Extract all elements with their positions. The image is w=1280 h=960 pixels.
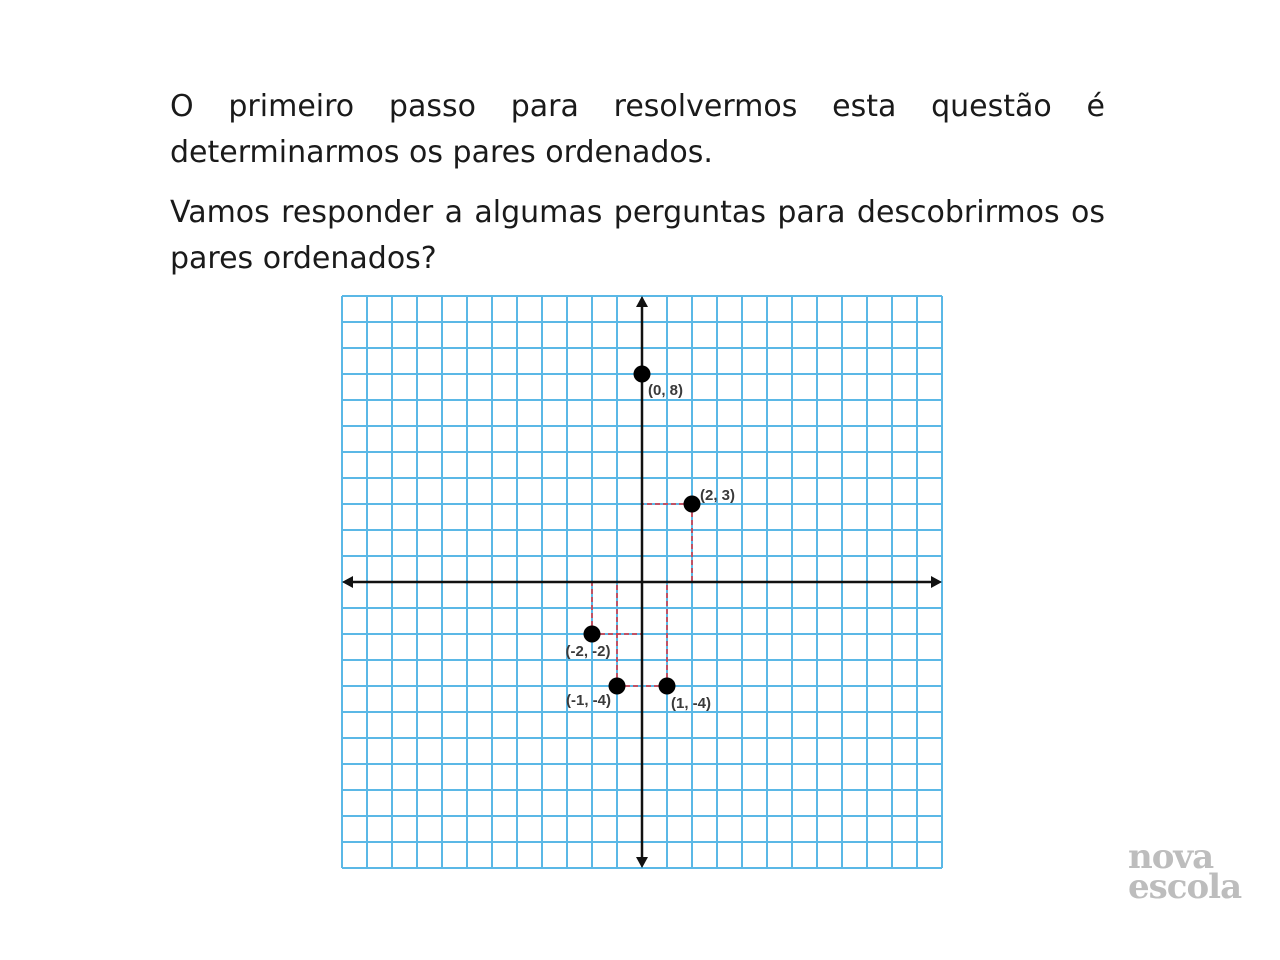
- logo-line-escola: escola: [1128, 867, 1242, 907]
- data-point: [634, 366, 651, 383]
- point-label: (-1, -4): [566, 692, 611, 709]
- data-point: [659, 678, 676, 695]
- logo-line-nova: nova: [1128, 837, 1214, 877]
- data-point: [609, 678, 626, 695]
- point-label: (0, 8): [648, 382, 684, 399]
- coordinate-grid: [330, 288, 960, 878]
- x-axis-arrow-right: [931, 576, 942, 588]
- point-label: (-2, -2): [565, 643, 611, 660]
- y-axis-arrow-up: [636, 296, 648, 307]
- point-label: (2, 3): [700, 487, 736, 504]
- data-point: [684, 496, 701, 513]
- y-axis-arrow-down: [636, 857, 648, 868]
- point-label: (1, -4): [671, 695, 712, 712]
- nova-escola-logo: [1128, 837, 1242, 907]
- paragraph-questions: Vamos responder a algumas perguntas para descobrirmos os pares ordenados?: [170, 195, 1105, 276]
- x-axis-arrow-left: [342, 576, 353, 588]
- paragraph-first-step: O primeiro passo para resolvermos esta questão é determinarmos os pares ordenados.: [170, 89, 1105, 170]
- data-point: [584, 626, 601, 643]
- text-content: [170, 84, 1105, 282]
